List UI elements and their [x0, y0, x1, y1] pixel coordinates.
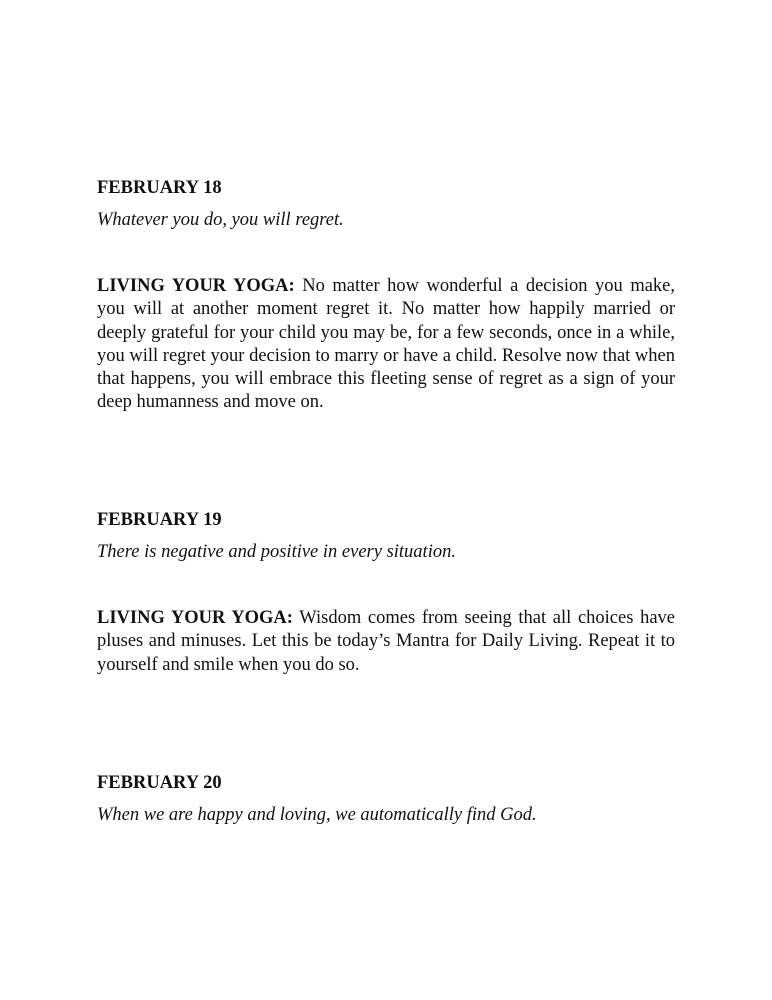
entry-body-text: No matter how wonderful a decision you make, you will at another moment regret it. No matter how happily married or deeply grateful for your child you may be, for a few seconds, once in a while, you will regret your decision to marry or have a child. Resolve now that when that happens, you will embrace this fleeting sense of regret as a sign of your deep humanness and move on. — [97, 276, 676, 413]
entry-february-20 — [97, 772, 675, 826]
entry-body-label: LIVING YOUR YOGA: — [97, 608, 293, 628]
entry-quote: There is negative and positive in every situation. — [97, 542, 456, 562]
entry-february-19 — [97, 509, 675, 677]
entry-date: FEBRUARY 20 — [97, 773, 222, 793]
entry-body-label: LIVING YOUR YOGA: — [97, 276, 295, 296]
entry-quote: When we are happy and loving, we automatically find God. — [97, 805, 537, 825]
entry-body-text: Wisdom comes from seeing that all choices have pluses and minuses. Let this be today’s Mantra for Daily Living. Repeat it to yourself and smile when you do so. — [97, 608, 676, 675]
entry-body — [97, 607, 675, 677]
entry-quote: Whatever you do, you will regret. — [97, 210, 344, 230]
entry-body — [97, 275, 675, 415]
entry-date: FEBRUARY 19 — [97, 510, 222, 530]
entry-february-18 — [97, 177, 675, 415]
entry-date: FEBRUARY 18 — [97, 178, 222, 198]
